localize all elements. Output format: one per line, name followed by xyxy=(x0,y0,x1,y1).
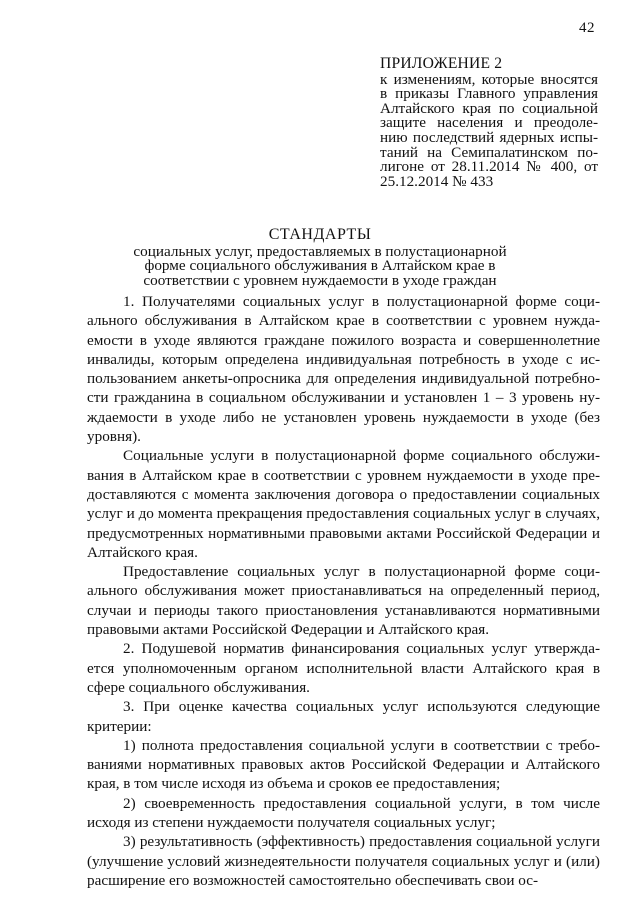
paragraph: 3. При оценке качества социальных услуг используются следующие критерии: xyxy=(87,698,600,735)
paragraph: 3) результативность (эффективность) предоставления социальной услуги (улучшение условий жизнедеятельности получателя социальных услуг и (или) расширение его возможностей самостоятельно обеспечивать свои ос- xyxy=(87,833,600,889)
heading-subtitle: социальных услуг, предоставляемых в полустационарной форме социального обслуживания в Алтайском крае в соответствии с уровнем нуждаемости в уходе граждан xyxy=(133,243,507,289)
appendix-text: к изменениям, которые вносятся в приказы Главного управления Алтайского края по социальной защите населения и преодолению последствий ядерных испытаний на Семипалатинском полигоне от 28.11.2014 № 400, от 25.12.2014 № 433 xyxy=(380,70,598,190)
paragraph: 1) полнота предоставления социальной услуги в соответствии с требованиями нормативных правовых актов Российской Федерации и Алтайского края, в том числе исходя из объема и сроков ее предоставления; xyxy=(87,736,600,793)
document-heading xyxy=(120,226,520,288)
paragraph: 1. Получателями социальных услуг в полустационарной форме социального обслуживания в Алтайском крае в соответствии с уровнем нуждаемости в уходе являются граждане пожилого возраста и совершеннолетние инвалиды, которым определена индивидуальная потребность в уходе с использованием анкеты-опросника для определения индивидуальной потребности гражданина в социальном обслуживании и установлен 1 – 3 уровень нуждаемости в уходе либо не установлен уровень нуждаемости в уходе (без уровня). xyxy=(87,293,600,446)
appendix-block xyxy=(380,57,598,189)
paragraph: 2) своевременность предоставления социальной услуги, в том числе исходя из степени нуждаемости получателя социальных услуг; xyxy=(87,794,600,832)
page-number: 42 xyxy=(579,20,595,36)
paragraph: Предоставление социальных услуг в полустационарной форме социального обслуживания может приостанавливаться на определенный период, случаи и периоды такого приостановления устанавливаются нормативными правовыми актами Российской Федерации и Алтайского края. xyxy=(87,563,600,639)
heading-title: СТАНДАРТЫ xyxy=(268,226,372,243)
paragraph: Социальные услуги в полустационарной форме социального обслуживания в Алтайском крае в соответствии с уровнем нуждаемости в уходе предоставляются с момента заключения договора о предоставлении социальных услуг и до момента прекращения предоставления социальных услуг в случаях, предусмотренных нормативными правовыми актами Российской Федерации и Алтайского края. xyxy=(87,447,600,561)
appendix-title: ПРИЛОЖЕНИЕ 2 xyxy=(380,55,503,72)
document-body xyxy=(87,292,600,890)
paragraph: 2. Подушевой норматив финансирования социальных услуг утверждается уполномоченным органом исполнительной власти Алтайского края в сфере социального обслуживания. xyxy=(87,640,600,696)
